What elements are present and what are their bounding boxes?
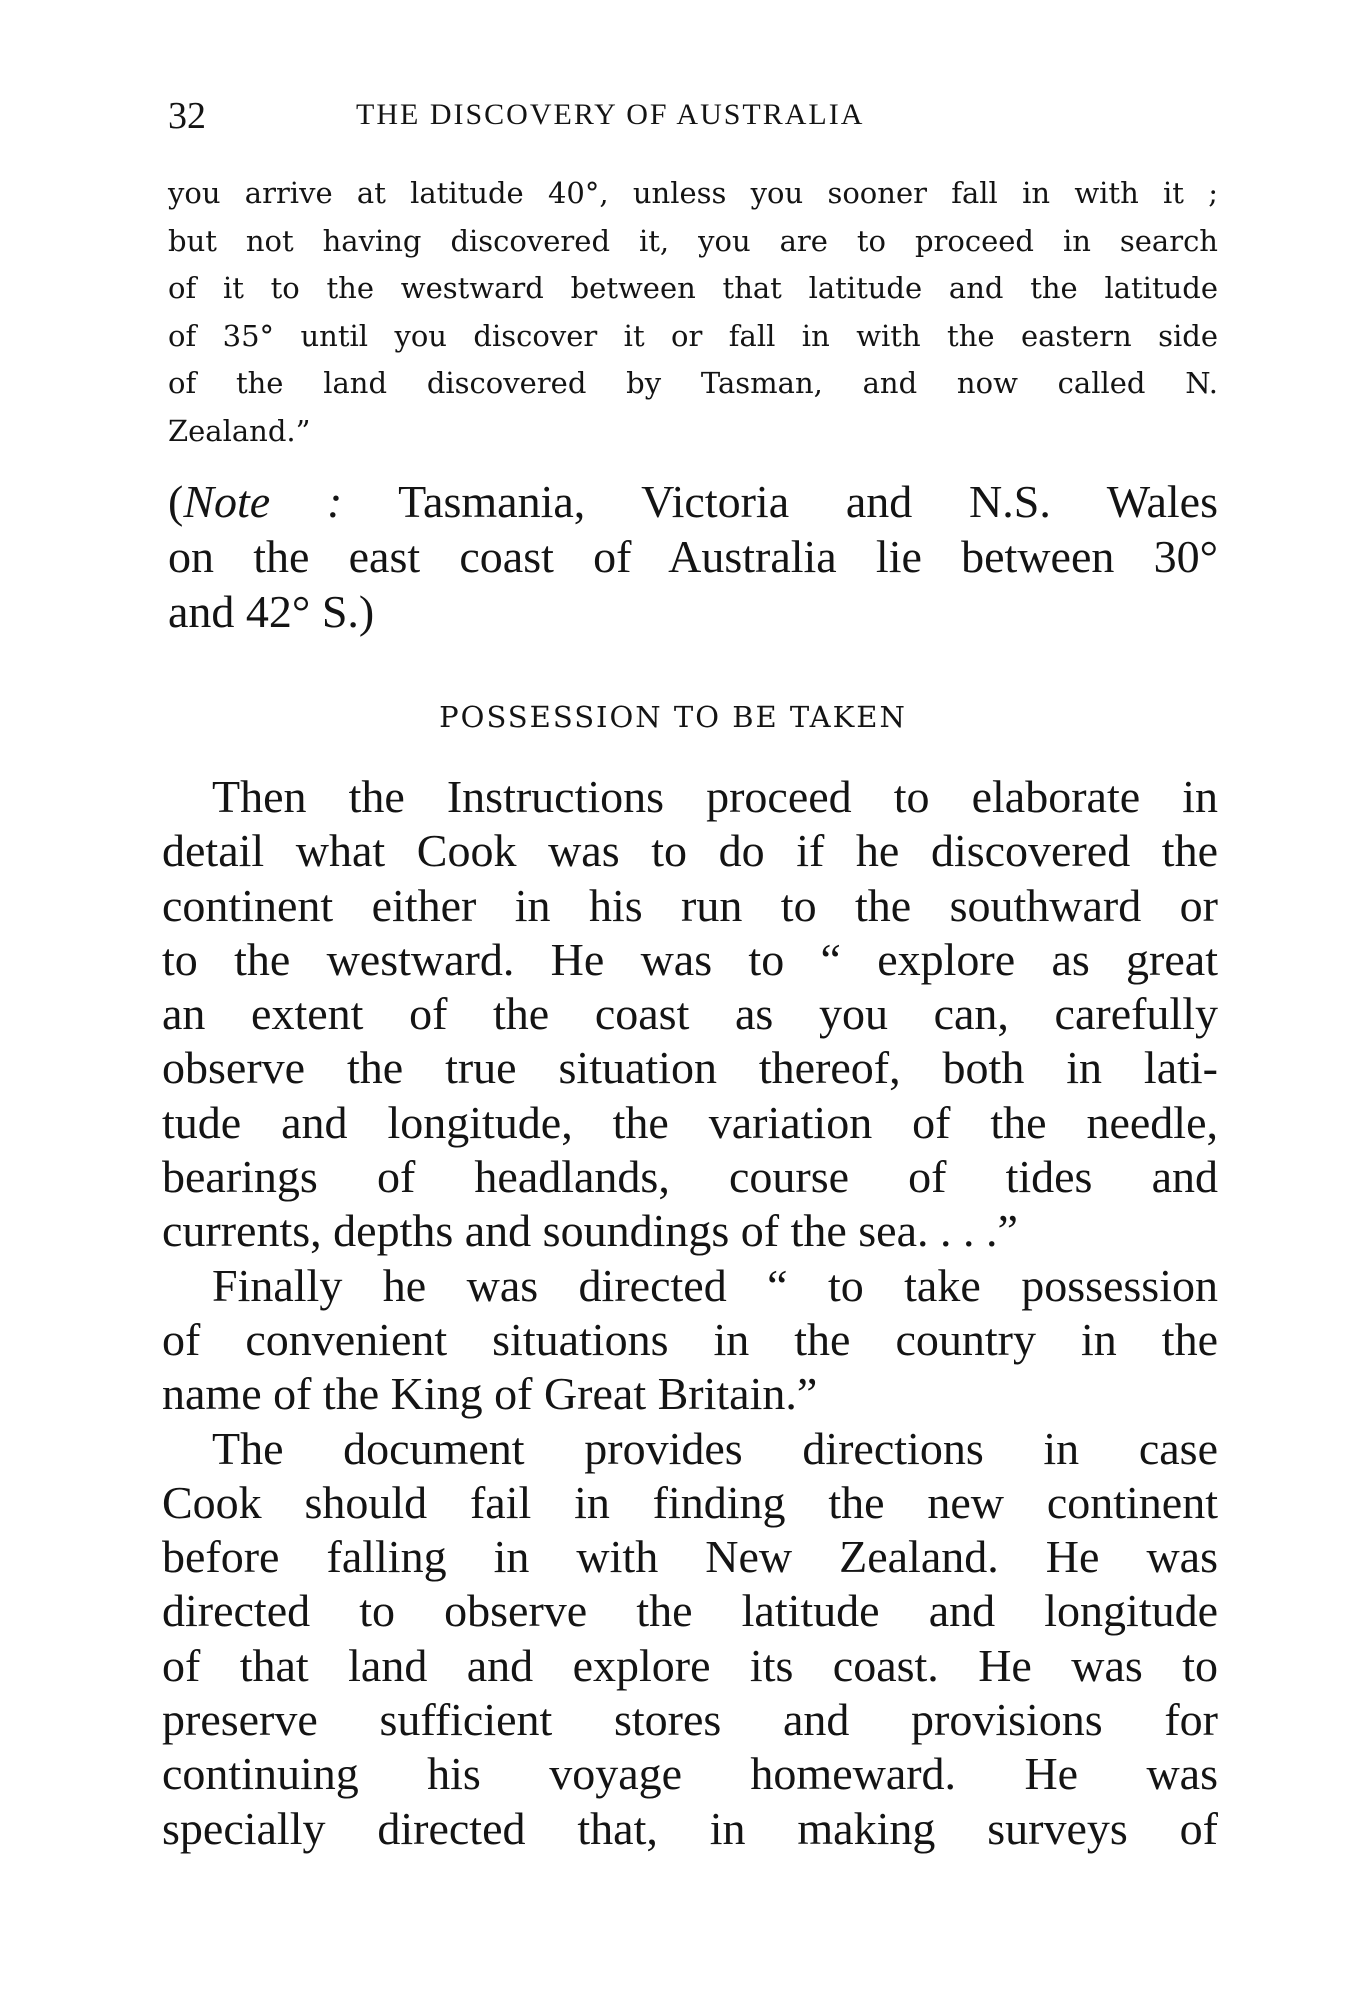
- text-line: bearings of headlands, course of tides and: [162, 1151, 1218, 1203]
- text-line: currents, depths and soundings of the sea. . . .”: [162, 1205, 1018, 1257]
- note-line: and 42° S.): [168, 586, 375, 637]
- quote-line: you arrive at latitude 40°, unless you sooner fall in with it ;: [168, 176, 1218, 210]
- section-heading: POSSESSION TO BE TAKEN: [439, 700, 907, 734]
- text-line: Cook should fail in finding the new continent: [162, 1476, 1218, 1528]
- quote-line: of the land discovered by Tasman, and now called N.: [168, 366, 1218, 400]
- text-line: continuing his voyage homeward. He was: [162, 1748, 1218, 1800]
- paragraph: [162, 1259, 1218, 1422]
- running-title: THE DISCOVERY OF AUSTRALIA: [356, 98, 865, 131]
- quoted-instructions: [168, 170, 1218, 455]
- editorial-note: [168, 474, 1218, 639]
- text-line: Then the Instructions proceed to elaborate in: [212, 771, 1218, 822]
- text-line: of that land and explore its coast. He was to: [162, 1639, 1218, 1691]
- text-line: to the westward. He was to “ explore as great: [162, 933, 1218, 985]
- text-line: The document provides directions in case: [212, 1422, 1218, 1474]
- text-line: Finally he was directed “ to take possession: [212, 1259, 1218, 1311]
- text-line: name of the King of Great Britain.”: [162, 1368, 818, 1420]
- text-line: continent either in his run to the southward or: [162, 879, 1218, 931]
- paragraph: [162, 770, 1218, 1259]
- text-line: detail what Cook was to do if he discovered the: [162, 825, 1218, 877]
- text-line: before falling in with New Zealand. He was: [162, 1531, 1218, 1583]
- quote-line: of 35° until you discover it or fall in with the eastern side: [168, 318, 1218, 353]
- paragraph: [162, 1422, 1218, 1856]
- note-line-rest: Tasmania, Victoria and N.S. Wales: [342, 476, 1218, 527]
- body-text: [162, 770, 1218, 1856]
- text-line: tude and longitude, the variation of the needle,: [162, 1096, 1218, 1148]
- text-line: directed to observe the latitude and longitude: [162, 1585, 1218, 1637]
- text-line: of convenient situations in the country in the: [162, 1313, 1218, 1365]
- text-line: observe the true situation thereof, both in lati-: [162, 1042, 1218, 1094]
- text-line: an extent of the coast as you can, carefully: [162, 988, 1218, 1040]
- quote-line: Zealand.”: [168, 413, 311, 448]
- note-label: Note :: [183, 476, 343, 527]
- note-line: on the east coast of Australia lie between 30°: [168, 531, 1218, 582]
- page-header: [168, 94, 1218, 144]
- page-number: 32: [168, 95, 206, 137]
- quote-line: of it to the westward between that latitude and the latitude: [168, 271, 1218, 305]
- quote-line: but not having discovered it, you are to proceed in search: [168, 223, 1218, 258]
- text-line: preserve sufficient stores and provisions for: [162, 1694, 1218, 1746]
- text-line: specially directed that, in making surveys of: [162, 1802, 1218, 1854]
- note-line: (Note : Tasmania, Victoria and N.S. Wales: [168, 476, 1218, 527]
